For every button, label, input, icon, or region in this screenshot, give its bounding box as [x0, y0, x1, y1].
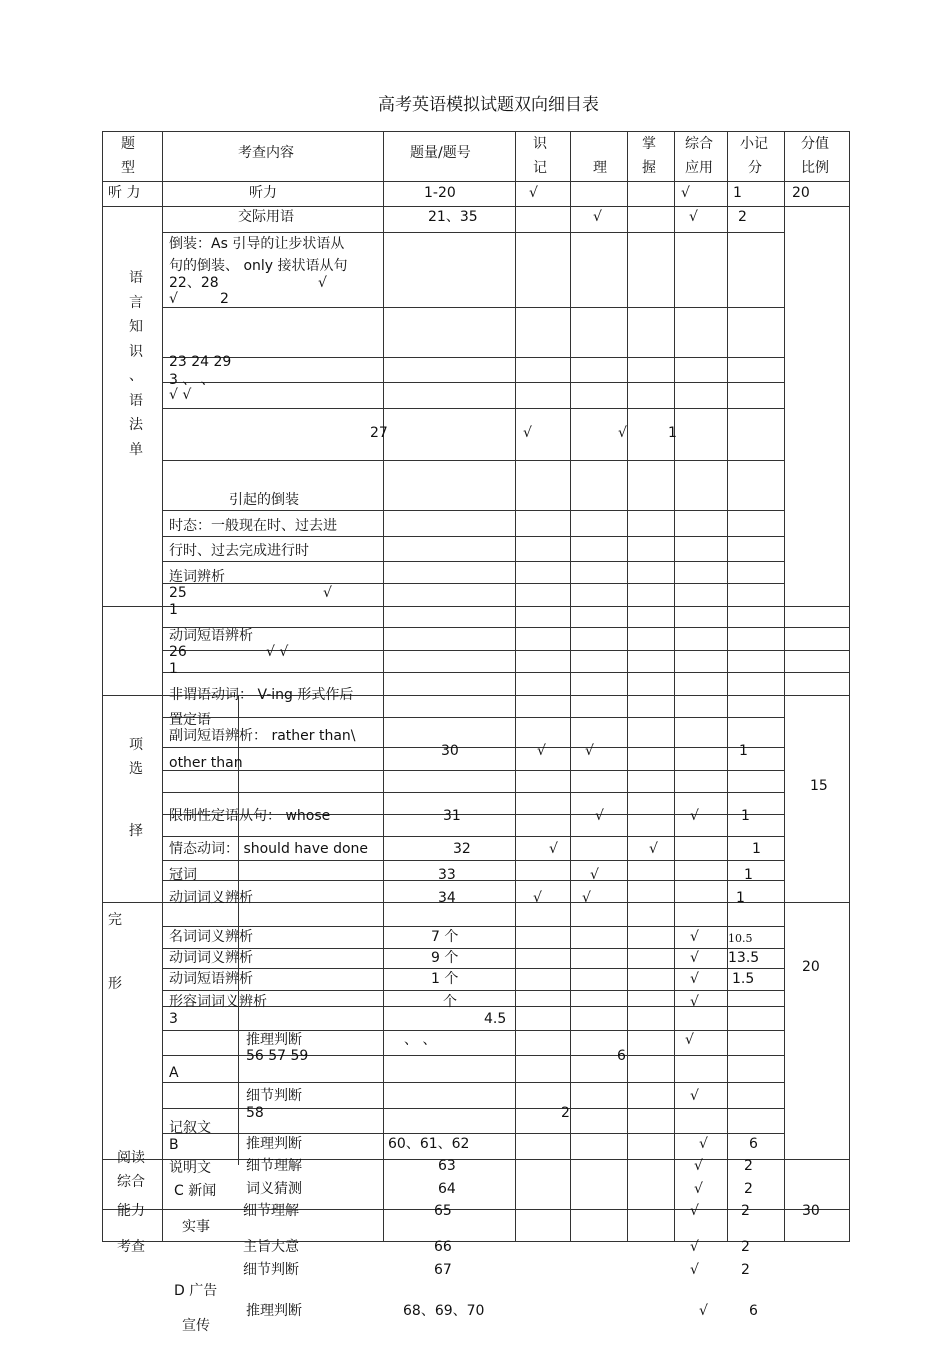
inversion-line: 句的倒装、 only 接状语从句 [169, 258, 348, 274]
adverb-phrase-num: 30 [441, 743, 459, 759]
comm-numbers: 21、35 [428, 209, 478, 225]
reading-cc-label: 实事 [182, 1219, 210, 1235]
conj-score: 1 [169, 602, 178, 618]
header-master: 掌 [642, 136, 656, 152]
header-count: 题量/题号 [410, 145, 471, 161]
header-apply: 应用 [685, 160, 713, 176]
reading-a-apply: √ [690, 1088, 699, 1104]
verb-meaning-recall: √ [533, 890, 542, 906]
reading-d-num: 67 [434, 1262, 452, 1278]
reading-a-marks: 、 、 [404, 1032, 437, 1048]
reading-c-row: 细节理解 [246, 1158, 302, 1174]
reading-b-nums: 60、61、62 [388, 1136, 470, 1152]
reading-label: 考查 [117, 1239, 145, 1255]
header-type: 型 [121, 160, 135, 176]
relative-apply: √ [690, 808, 699, 824]
tense-line: 行时、过去完成进行时 [169, 543, 309, 559]
modal-recall: √ [549, 841, 558, 857]
adverb-phrase-understand: √ [585, 743, 594, 759]
adverb-phrase-recall: √ [537, 743, 546, 759]
q27-apply: √ [618, 425, 627, 441]
relative-understand: √ [595, 808, 604, 824]
language-section-label: 项 [129, 737, 143, 753]
cloze-label: 完 [108, 912, 122, 928]
reading-d-row: 细节判断 [243, 1262, 299, 1278]
listening-apply: √ [681, 185, 690, 201]
reading-c-label: C 新闻 [174, 1183, 217, 1199]
reading-cc-row: 细节理解 [243, 1203, 299, 1219]
listening-score: 1 [733, 185, 742, 201]
reading-cc-num: 65 [434, 1203, 452, 1219]
reading-c-score: 2 [744, 1181, 753, 1197]
reading-d-num: 66 [434, 1239, 452, 1255]
reading-label: 阅读 [117, 1150, 145, 1166]
listening-ratio: 20 [792, 185, 810, 201]
article-num: 33 [438, 867, 456, 883]
verb-meaning-num: 34 [438, 890, 456, 906]
header-ratio: 比例 [801, 160, 829, 176]
inversion-check: √ [318, 275, 327, 291]
listening-content: 听力 [249, 185, 277, 201]
header-subtotal: 分 [748, 160, 762, 176]
header-type: 题 [121, 136, 135, 152]
adverb-phrase-score: 1 [739, 743, 748, 759]
q27-num: 27 [370, 425, 388, 441]
header-ratio: 分值 [801, 136, 829, 152]
article-understand: √ [590, 867, 599, 883]
reading-c-apply: √ [694, 1181, 703, 1197]
reading-d-score: 6 [749, 1303, 758, 1319]
reading-a-nums: 56 57 59 [246, 1048, 309, 1064]
verb-phrase-score: 1 [169, 661, 178, 677]
conj-content: 连词辨析 [169, 569, 225, 585]
cloze-row-count: 个 [443, 994, 457, 1010]
tense-line: 时态：一般现在时、过去进 [169, 518, 337, 534]
nonfinite-line: 非谓语动词： V-ing 形式作后 [169, 687, 354, 703]
reading-label: 能力 [117, 1203, 145, 1219]
reading-b-apply: √ [699, 1136, 708, 1152]
cloze-row-content: 动词短语辨析 [169, 971, 253, 987]
reading-a-label: A [169, 1065, 179, 1081]
verb-meaning-score: 1 [736, 890, 745, 906]
reading-cc-score: 2 [741, 1203, 750, 1219]
cloze-row-apply: √ [690, 950, 699, 966]
nonfinite-line: 置定语 [169, 712, 211, 728]
modal-content: 情态动词： should have done [169, 841, 369, 857]
article-content: 冠词 [169, 867, 197, 883]
cloze-row-content: 形容词词义辨析 [169, 994, 267, 1010]
inversion-check: √ [169, 291, 178, 307]
reading-d-apply: √ [690, 1262, 699, 1278]
reading-c-row: 词义猜测 [246, 1181, 302, 1197]
reading-d-row: 推理判断 [246, 1303, 302, 1319]
header-subtotal: 小记 [740, 136, 768, 152]
reading-c-apply: √ [694, 1158, 703, 1174]
reading-d-score: 2 [741, 1262, 750, 1278]
conj-check: √ [323, 585, 332, 601]
listening-recall: √ [529, 185, 538, 201]
cloze-row-score: 13.5 [728, 950, 760, 966]
language-section-label: 语 言 知 识 、 语 法 单 [129, 270, 143, 458]
verb-phrase-content: 动词短语辨析 [169, 628, 253, 644]
listening-numbers: 1-20 [424, 185, 456, 201]
reading-b-score: 6 [749, 1136, 758, 1152]
modal-score: 1 [752, 841, 761, 857]
verb-phrase-checks: √ √ [266, 644, 289, 660]
reading-b-label: B [169, 1137, 179, 1153]
comm-content: 交际用语 [238, 209, 294, 225]
q23-checks: √ √ [169, 387, 192, 403]
cloze-row-apply: √ [690, 971, 699, 987]
header-understand: 理 [593, 160, 607, 176]
cloze-row-count: 7 个 [431, 929, 459, 945]
reading-c-num: 63 [438, 1158, 456, 1174]
document-title: 高考英语模拟试题双向细目表 [378, 95, 599, 115]
language-section-label: 选 [129, 761, 143, 777]
reading-label: 综合 [117, 1174, 145, 1190]
reading-d-label: 宣传 [182, 1318, 210, 1334]
q23-nums: 3 、 、 [169, 372, 215, 388]
conj-num: 25 [169, 585, 187, 601]
cloze-row-count: 9 个 [431, 950, 459, 966]
comm-apply: √ [689, 209, 698, 225]
reading-a-row: 推理判断 [246, 1032, 302, 1048]
reading-d-nums: 68、69、70 [403, 1303, 485, 1319]
reading-c-num: 64 [438, 1181, 456, 1197]
modal-num: 32 [453, 841, 471, 857]
cloze-label: 形 [108, 976, 122, 992]
reading-d-label: D 广告 [174, 1283, 218, 1299]
reading-d-row: 主旨大意 [243, 1239, 299, 1255]
cloze-row-apply: √ [690, 929, 699, 945]
q23-nums: 23 24 29 [169, 354, 232, 370]
header-recall: 识 [533, 136, 547, 152]
verb-meaning-understand: √ [582, 890, 591, 906]
cloze-row-content: 名词词义辨析 [169, 929, 253, 945]
adverb-phrase-line: 副词短语辨析： rather than\ [169, 728, 356, 744]
reading-d-apply: √ [699, 1303, 708, 1319]
q27-recall: √ [523, 425, 532, 441]
reading-a-apply: √ [685, 1032, 694, 1048]
reading-a-num: 58 [246, 1105, 264, 1121]
inversion-tail: 引起的倒装 [229, 492, 299, 508]
comm-score: 2 [738, 209, 747, 225]
relative-score: 1 [741, 808, 750, 824]
reading-a-score: 6 [617, 1048, 626, 1064]
reading-cc-apply: √ [690, 1203, 699, 1219]
header-master: 握 [642, 160, 656, 176]
cloze-row-apply: √ [690, 994, 699, 1010]
q27-score: 1 [668, 425, 677, 441]
header-apply: 综合 [685, 136, 713, 152]
reading-b-content: 推理判断 [246, 1136, 302, 1152]
reading-d-apply: √ [690, 1239, 699, 1255]
verb-phrase-num: 26 [169, 644, 187, 660]
cloze-extra-num: 3 [169, 1011, 178, 1027]
cloze-row-content: 动词词义辨析 [169, 950, 253, 966]
cloze-row-count: 1 个 [431, 971, 459, 987]
relative-content: 限制性定语从句： whose [169, 808, 331, 824]
reading-a-score: 2 [561, 1105, 570, 1121]
article-score: 1 [744, 867, 753, 883]
reading-b-genre: 记叙文 [169, 1120, 211, 1136]
comm-understand: √ [593, 209, 602, 225]
reading-d-score: 2 [741, 1239, 750, 1255]
inversion-line: 倒装：As 引导的让步状语从 [169, 236, 345, 252]
reading-a-row: 细节判断 [246, 1088, 302, 1104]
language-section-label: 择 [129, 823, 143, 839]
cloze-extra-score: 4.5 [484, 1011, 507, 1027]
cloze-row-score: 1.5 [732, 971, 755, 987]
cloze-row-score: 10.5 [728, 932, 753, 945]
listening-type: 听 力 [108, 185, 141, 201]
header-recall: 记 [533, 160, 547, 176]
reading-ratio: 30 [802, 1203, 820, 1219]
reading-c-genre: 说明文 [169, 1160, 211, 1176]
language-ratio: 15 [810, 778, 828, 794]
verb-meaning-content: 动词词义辨析 [169, 890, 253, 906]
adverb-phrase-line: other than [169, 755, 243, 771]
reading-c-score: 2 [744, 1158, 753, 1174]
inversion-nums: 22、28 [169, 275, 219, 291]
modal-master: √ [649, 841, 658, 857]
inversion-score: 2 [220, 291, 229, 307]
cloze-ratio: 20 [802, 959, 820, 975]
relative-num: 31 [443, 808, 461, 824]
header-content: 考查内容 [238, 145, 294, 161]
